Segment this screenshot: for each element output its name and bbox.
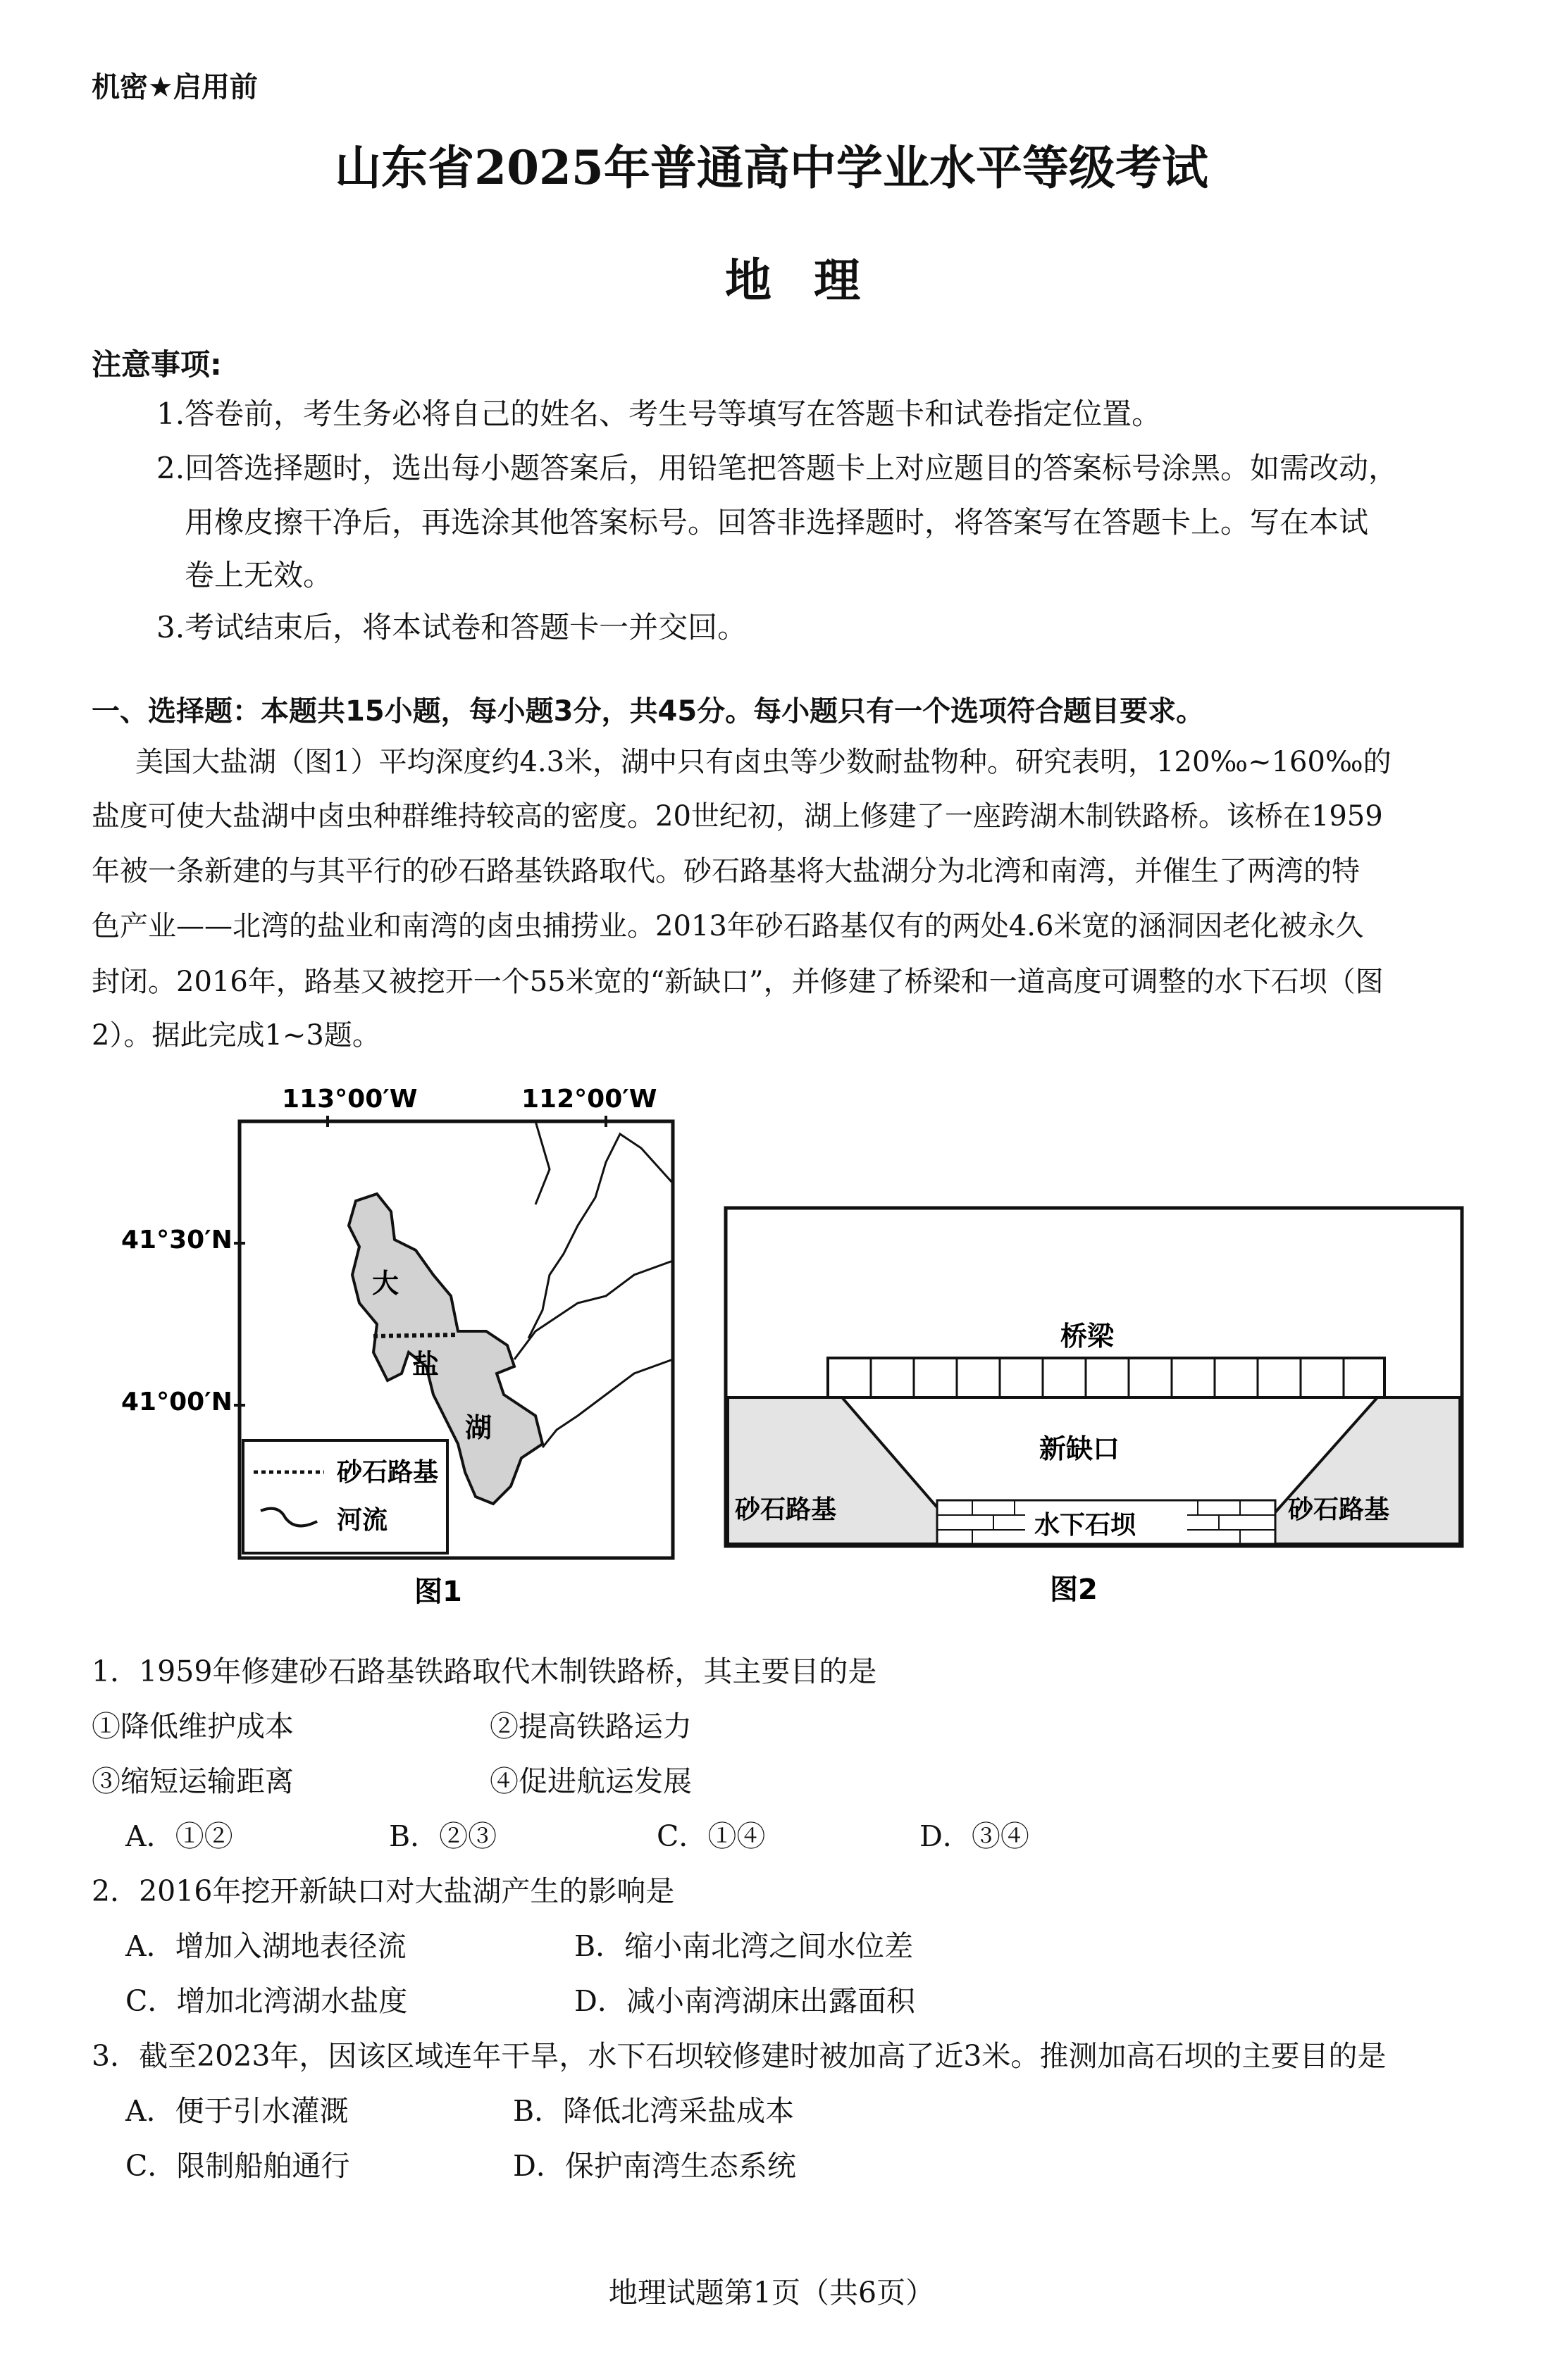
q3-option-b[interactable]: B．降低北湾采盐成本 [513,2094,795,2128]
page-footer: 地理试题第1页（共6页） [608,2276,935,2310]
q3-stem: 3．截至2023年，因该区域连年干旱，水下石坝较修建时被加高了近3米。推测加高石坝的主要目的是 [92,2039,1387,2073]
figure-1-caption: 图1 [414,1576,462,1608]
figure-2-caption: 图2 [1050,1574,1098,1606]
lat-bottom-label: 41°00′N [121,1388,233,1416]
q1-option-a[interactable]: A．①② [125,1819,233,1853]
notice-line-4: 卷上无效。 [185,558,333,592]
q3-option-c[interactable]: C．限制船舶通行 [125,2149,350,2183]
notice-line-2: 2.回答选择题时，选出每小题答案后，用铅笔把答题卡上对应题目的答案标号涂黑。如需改动， [156,451,1399,485]
q2-option-a[interactable]: A．增加入湖地表径流 [125,1929,407,1963]
lake-char-2: 盐 [412,1349,440,1380]
road-right-label: 砂石路基 [1288,1495,1390,1524]
lon-right-label: 112°00′W [521,1085,657,1114]
passage-line-6: 2）。据此完成1~3题。 [92,1019,380,1052]
section-heading: 一、选择题：本题共15小题，每小题3分，共45分。每小题只有一个选项符合题目要求。 [92,695,1205,728]
lon-left-label: 113°00′W [282,1085,418,1114]
q2-option-c[interactable]: C．增加北湾湖水盐度 [125,1984,408,2018]
legend-river-label: 河流 [337,1506,388,1535]
notice-line-3: 用橡皮擦干净后，再选涂其他答案标号。回答非选择题时，将答案写在答题卡上。写在本试 [185,505,1369,540]
notice-line-5: 3.考试结束后，将本试卷和答题卡一并交回。 [156,610,748,644]
lake-char-1: 大 [372,1268,399,1299]
road-left-label: 砂石路基 [735,1495,837,1524]
passage-line-5: 封闭。2016年，路基又被挖开一个55米宽的“新缺口”，并修建了桥梁和一道高度可调整的水下石坝（图 [92,966,1384,998]
gap-label: 新缺口 [1039,1433,1120,1464]
q2-option-d[interactable]: D．减小南湾湖床出露面积 [574,1984,915,2018]
q3-option-d[interactable]: D．保护南湾生态系统 [513,2149,796,2183]
bridge-label: 桥梁 [1060,1321,1115,1352]
q1-item-1: ①降低维护成本 [92,1709,294,1743]
lake-char-3: 湖 [465,1412,492,1443]
passage-line-1: 美国大盐湖（图1）平均深度约4.3米，湖中只有卤虫等少数耐盐物种。研究表明，120‰~160‰的 [135,746,1392,778]
notice-line-1: 1.答卷前，考生务必将自己的姓名、考生号等填写在答题卡和试卷指定位置。 [156,397,1162,431]
figure-2-diagram [726,1208,1462,1606]
q1-item-4: ④促进航运发展 [490,1764,692,1798]
legend-road-label: 砂石路基 [337,1458,439,1487]
q1-item-3: ③缩短运输距离 [92,1764,294,1798]
q1-item-2: ②提高铁路运力 [490,1709,692,1743]
figure-1-map [121,1085,673,1608]
confidential-label: 机密★启用前 [92,71,258,104]
exam-title: 山东省2025年普通高中学业水平等级考试 [335,140,1208,195]
q2-option-b[interactable]: B．缩小南北湾之间水位差 [574,1929,914,1963]
q2-stem: 2．2016年挖开新缺口对大盐湖产生的影响是 [92,1874,675,1908]
passage-line-2: 盐度可使大盐湖中卤虫种群维持较高的密度。20世纪初，湖上修建了一座跨湖木制铁路桥。该桥在1959 [92,800,1383,833]
notice-heading: 注意事项: [92,347,222,382]
bridge-deck [828,1358,1384,1397]
passage-line-3: 年被一条新建的与其平行的砂石路基铁路取代。砂石路基将大盐湖分为北湾和南湾，并催生了两湾的特 [92,855,1360,887]
q1-option-d[interactable]: D．③④ [919,1819,1029,1853]
map-legend [243,1440,447,1553]
dam-label: 水下石坝 [1034,1511,1136,1540]
q1-stem: 1．1959年修建砂石路基铁路取代木制铁路桥，其主要目的是 [92,1655,877,1688]
figures [0,1064,1543,1627]
subject-title: 地理 [725,253,903,308]
passage-line-4: 色产业——北湾的盐业和南湾的卤虫捕捞业。2013年砂石路基仅有的两处4.6米宽的涵洞因老化被永久 [92,910,1364,942]
q3-option-a[interactable]: A．便于引水灌溉 [125,2094,349,2128]
q1-option-b[interactable]: B．②③ [389,1819,497,1853]
lat-top-label: 41°30′N [121,1226,233,1254]
q1-option-c[interactable]: C．①④ [657,1819,766,1853]
